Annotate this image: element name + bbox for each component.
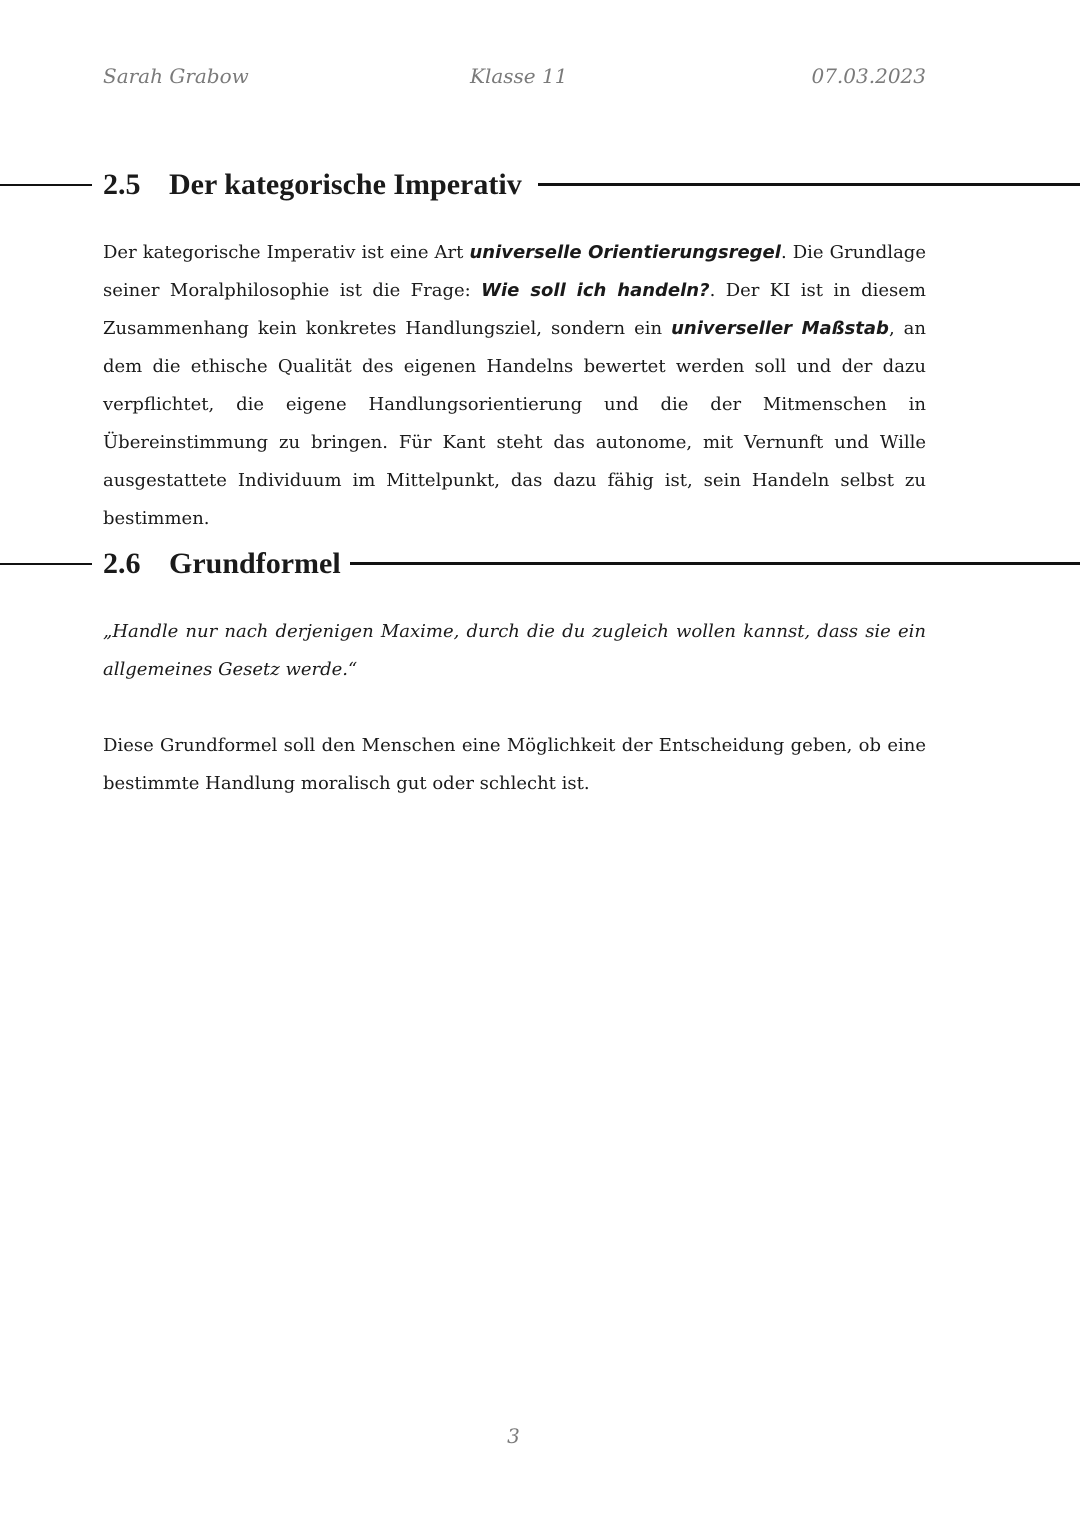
text-run: , an dem die ethische Qualität des eigenen Handelns bewertet werden soll und der dazu verpflichtet, die eigene Handlungsorientierung und die der Mitmenschen in Übereinstimmung zu bringen. Für Kant steht das autonome, mit Vernunft und Wille ausgestattete Individuum im Mittelpunkt, das dazu fähig ist, sein Handeln selbst zu bestimmen. [103, 318, 926, 529]
emphasis-text: universeller Maßstab [671, 318, 889, 339]
quote-grundformel: „Handle nur nach derjenigen Maxime, durch die du zugleich wollen kannst, dass sie ein allgemeines Gesetz werde.“ [103, 621, 926, 680]
text-run: Der kategorische Imperativ ist eine Art [103, 242, 470, 263]
section-number: 2.5 [103, 168, 141, 201]
paragraph-grundformel: Diese Grundformel soll den Menschen eine Möglichkeit der Entscheidung geben, ob eine bestimmte Handlung moralisch gut oder schlecht ist. [103, 735, 926, 794]
header-date: 07.03.2023 [811, 64, 926, 88]
emphasis-text: Wie soll ich handeln? [481, 280, 710, 301]
paragraph-kategorischer-imperativ [103, 234, 926, 538]
section-heading-2-6 [0, 542, 1080, 586]
page-number: 3 [507, 1424, 520, 1448]
heading-rule-right [538, 183, 1080, 186]
heading-rule-left [0, 563, 92, 565]
section-heading-2-5 [0, 163, 1080, 207]
section-title-text: Grundformel [169, 547, 341, 580]
text-run: . Die Grundlage seiner Moralphilosophie ist die Frage: [103, 242, 926, 301]
text-run: . Der KI ist in diesem Zusammenhang kein konkretes Handlungsziel, sondern ein [103, 280, 926, 339]
heading-rule-right [350, 562, 1080, 565]
page-header [103, 64, 926, 94]
section-title [103, 542, 341, 586]
section-title-text: Der kategorische Imperativ [169, 168, 522, 201]
header-author: Sarah Grabow [103, 64, 249, 88]
header-class: Klasse 11 [470, 64, 568, 88]
emphasis-text: universelle Orientierungsregel [469, 242, 781, 263]
section-number: 2.6 [103, 547, 141, 580]
section-title [103, 163, 522, 207]
heading-rule-left [0, 184, 92, 186]
